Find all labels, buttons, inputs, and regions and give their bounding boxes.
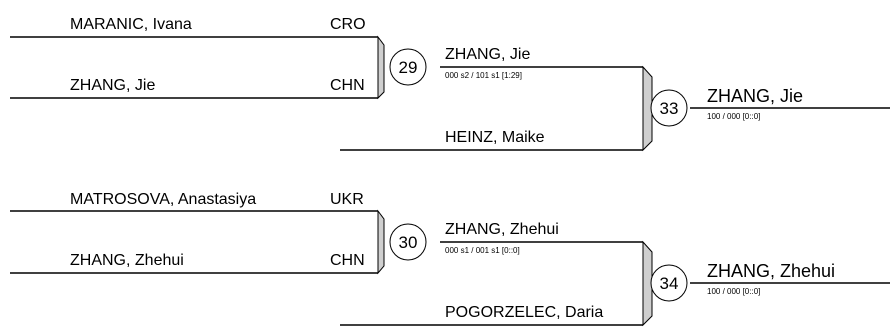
match-number: 34: [659, 274, 679, 293]
match-score: 100 / 000 [0::0]: [707, 112, 761, 121]
match-number: 29: [398, 58, 418, 77]
match-number: 33: [659, 99, 679, 118]
match-number: 30: [398, 233, 418, 252]
athlete-country: CHN: [330, 252, 365, 269]
athlete-name: MARANIC, Ivana: [70, 16, 192, 33]
athlete-name: ZHANG, Zhehui: [70, 252, 184, 269]
athlete-name: POGORZELEC, Daria: [445, 304, 604, 321]
match-winner: ZHANG, Jie: [445, 46, 531, 63]
athlete-name: ZHANG, Jie: [70, 77, 156, 94]
match-winner: ZHANG, Zhehui: [445, 221, 559, 238]
match-score: 000 s2 / 101 s1 [1:29]: [445, 71, 522, 80]
match-winner: ZHANG, Zhehui: [707, 261, 836, 281]
match-score: 000 s1 / 001 s1 [0::0]: [445, 246, 520, 255]
match-winner: ZHANG, Jie: [707, 86, 804, 106]
athlete-name: HEINZ, Maike: [445, 129, 545, 146]
match-score: 100 / 000 [0::0]: [707, 287, 761, 296]
athlete-country: CHN: [330, 77, 365, 94]
athlete-name: MATROSOVA, Anastasiya: [70, 191, 257, 208]
athlete-country: CRO: [330, 16, 366, 33]
athlete-country: UKR: [330, 191, 364, 208]
